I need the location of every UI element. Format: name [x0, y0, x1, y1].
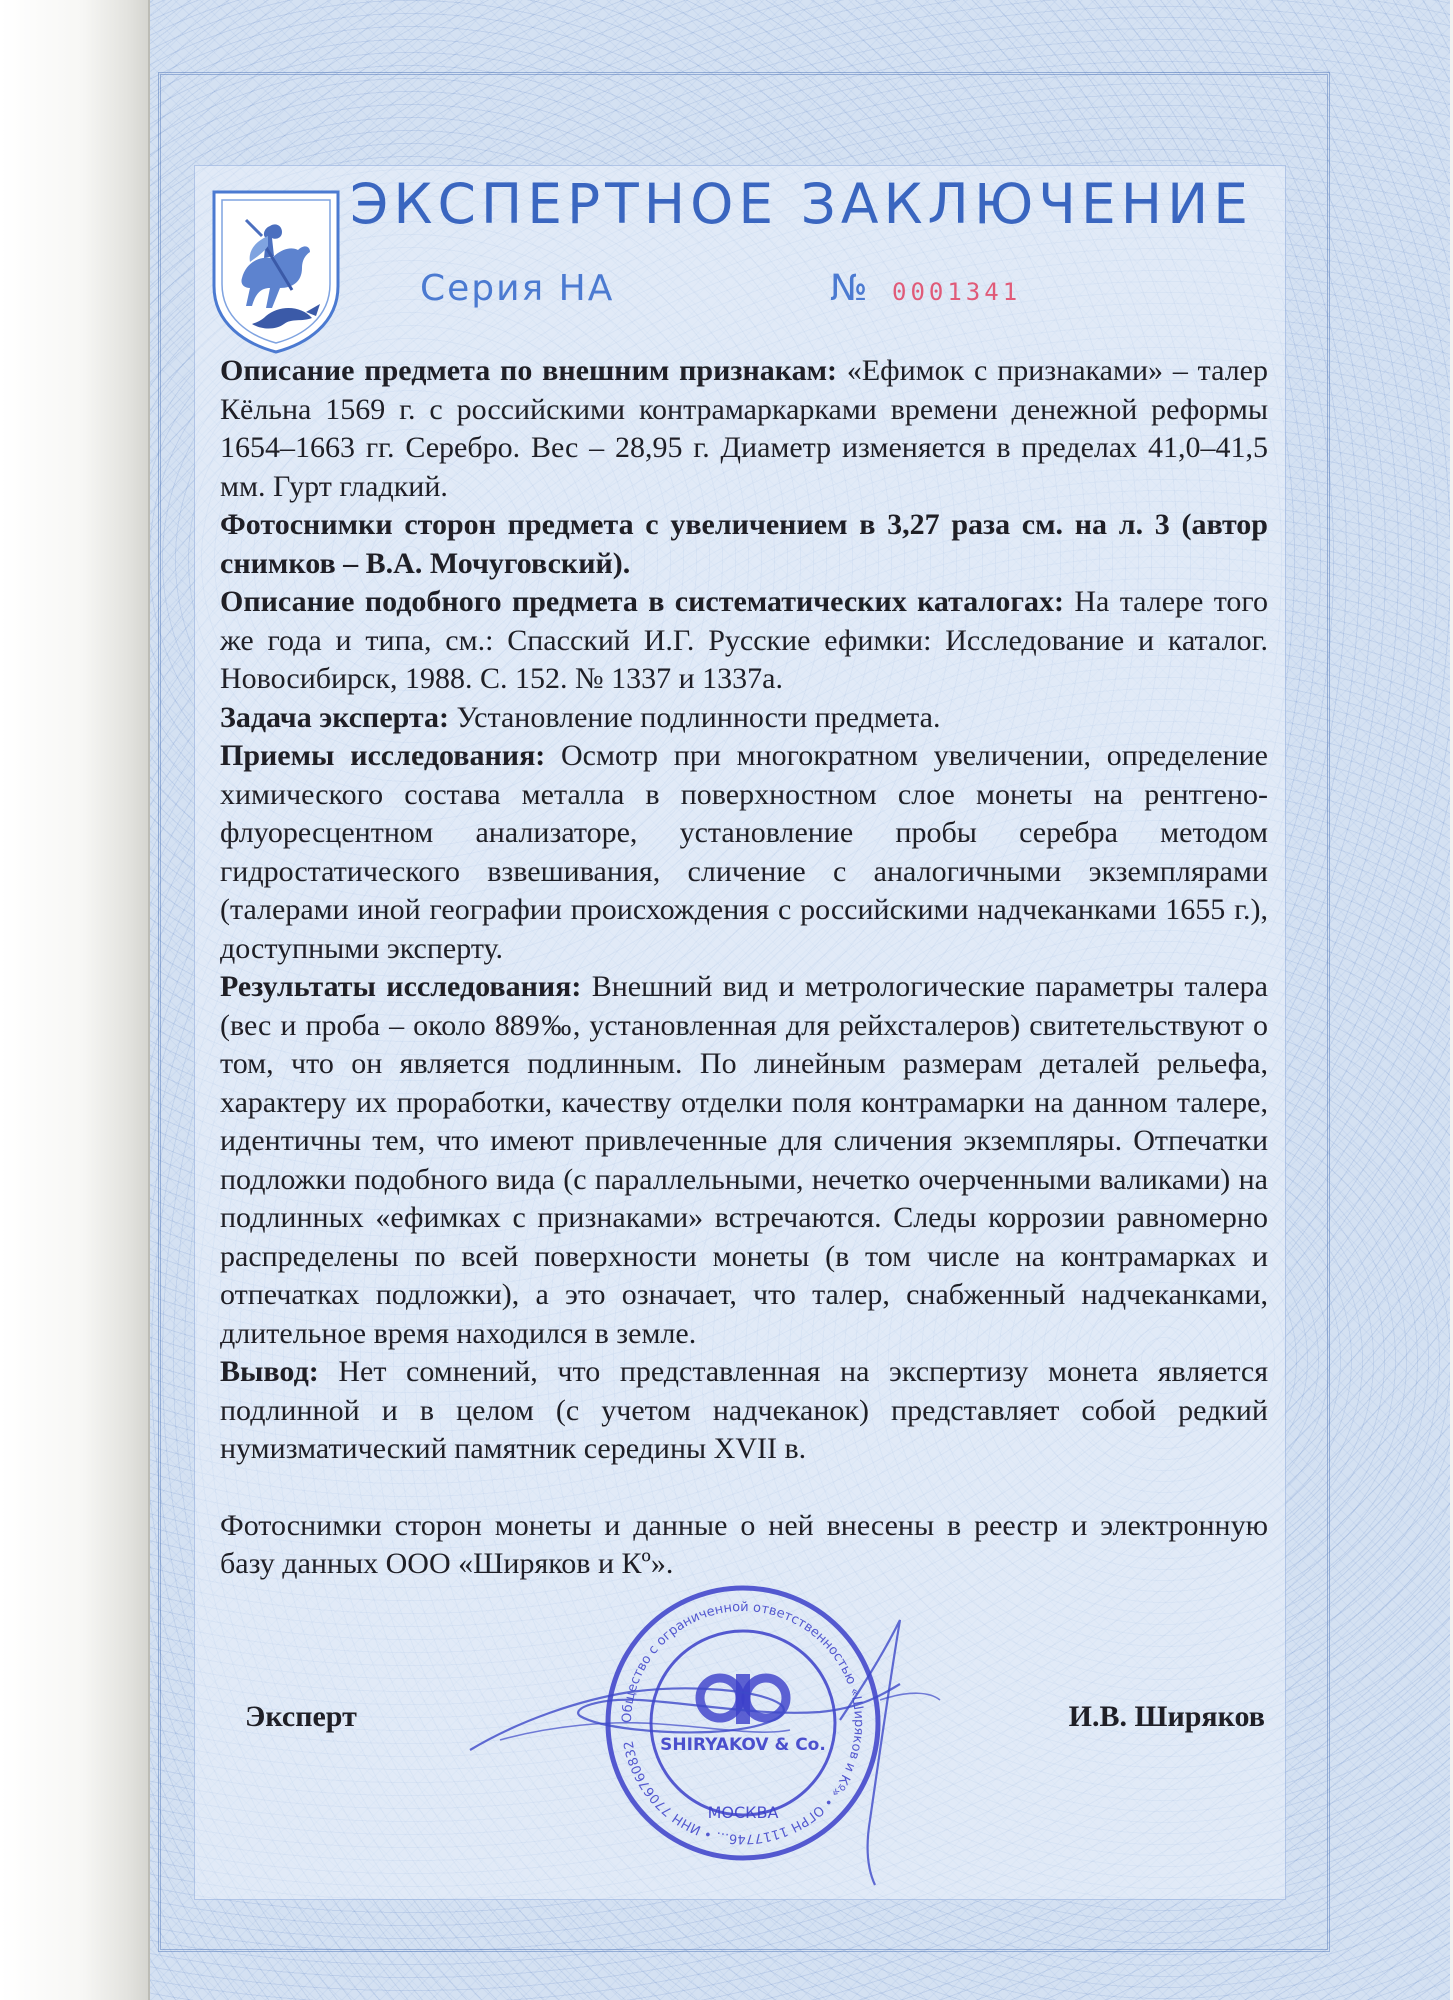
task-text: Установление подлинности предмета. — [449, 700, 941, 734]
expert-label: Эксперт — [245, 1700, 357, 1733]
methods-text: Осмотр при многократном увеличении, определение химического состава металла в поверхностном слое монеты на рентгено-флуоресцентном анализаторе, установление пробы серебра методом гидростатического взвешивания, сличение с аналогичными экземплярами (талерами иной географии происхождения с российскими надчеканками 1655 г.), доступными эксперту. — [220, 739, 1268, 965]
registry-paragraph: Фотоснимки сторон монеты и данные о ней внесены в реестр и электронную базу данных ООО «Ширяков и Кº». — [220, 1508, 1268, 1580]
task-label: Задача эксперта: — [220, 700, 450, 734]
catalogs-text: На талере того же года и типа, см.: Спасский И.Г. Русские ефимки: Исследование и каталог. Новосибирск, 1988. С. 152. № 1337 и 1337а. — [220, 585, 1268, 695]
catalogs-label: Описание подобного предмета в систематических каталогах: — [220, 585, 1064, 618]
catalogs-paragraph — [220, 583, 1268, 699]
stamp-center-text: SHIRYAKOV & Co. — [660, 1735, 826, 1755]
description-text: «Ефимок с признаками» – талер Кёльна 1569 г. с российскими контрамаркарками времени денежной реформы 1654–1663 гг. Серебро. Вес – 28,95 г. Диаметр изменяется в пределах 41,0–41,5 мм. Гурт гладкий. — [220, 354, 1268, 503]
results-text: Внешний вид и метрологические параметры талера (вес и проба – около 889‰, установленная для рейхсталеров) свитетельствуют о том, что он является подлинным. По линейным размерам деталей рельефа, характеру их проработки, качеству отделки поля контрамарки на данном талере, идентичны тем, что имеют привлеченные для сличения экземпляры. Отпечатки подложки подобного вида (с параллельными, нечетко очерченными валиками) на подлинных «ефимках с признаками» встречаются. Следы коррозии равномерно распределены по всей поверхности монеты (в том числе на контрамарках и отпечатках подложки), а это означает, что талер, снабженный надчеканками, длительное время находился в земле. — [220, 970, 1268, 1350]
stamp-city: МОСКВА — [707, 1803, 779, 1822]
moscow-coat-of-arms-icon — [206, 186, 346, 356]
results-paragraph — [220, 968, 1268, 1353]
photos-paragraph: Фотоснимки сторон предмета с увеличением в 3,27 раза см. на л. 3 (автор снимков – В.А. Мочуговский). — [220, 508, 1268, 580]
expert-report-body — [220, 352, 1268, 1584]
conclusion-paragraph — [220, 1353, 1268, 1469]
methods-paragraph — [220, 737, 1268, 968]
conclusion-text: Нет сомнений, что представленная на экспертизу монета является подлинной и в целом (с учетом надчеканок) представляет собой редкий нумизматический памятник середины XVII в. — [220, 1355, 1268, 1465]
results-label: Результаты исследования: — [220, 970, 582, 1003]
conclusion-label: Вывод: — [220, 1355, 319, 1388]
description-label: Описание предмета по внешним признакам: — [220, 354, 837, 387]
methods-label: Приемы исследования: — [220, 739, 546, 772]
document-title: ЭКСПЕРТНОЕ ЗАКЛЮЧЕНИЕ — [350, 172, 1253, 236]
page-binding — [0, 0, 150, 2000]
stamp-ring-text: Общество с ограниченной ответственностью «Ширяков и Кº» • ОГРН 1117746... • ИНН 7706760832 — [619, 1599, 867, 1847]
expert-name: И.В. Ширяков — [1068, 1700, 1265, 1733]
number-sign: № — [830, 268, 868, 309]
series-label: Серия НА — [420, 268, 615, 309]
handwritten-signature — [460, 1600, 1020, 1900]
description-paragraph — [220, 352, 1268, 506]
document-number: 0001341 — [892, 278, 1022, 306]
task-paragraph — [220, 699, 1268, 738]
signature-row — [245, 1700, 1265, 1750]
